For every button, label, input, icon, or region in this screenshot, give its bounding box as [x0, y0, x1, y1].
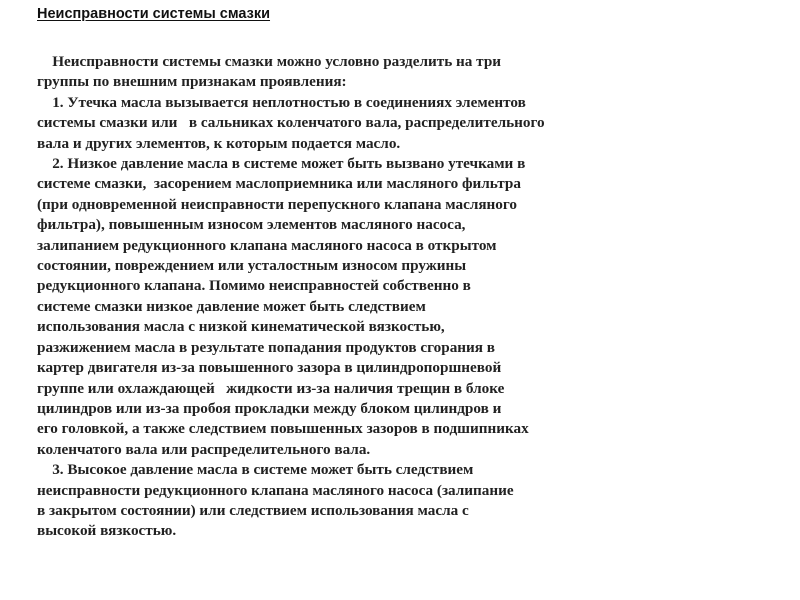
text-line: группе или охлаждающей жидкости из-за наличия трещин в блоке — [37, 379, 505, 397]
text-line: редукционного клапана. Помимо неисправностей собственно в — [37, 277, 471, 295]
text-line: 3. Высокое давление масла в системе может быть следствием — [37, 461, 474, 479]
page-title: Неисправности системы смазки — [37, 6, 271, 22]
text-line: системе смазки, засорением маслоприемника или масляного фильтра — [37, 175, 521, 193]
text-line: системы смазки или в сальниках коленчатого вала, распределительного — [37, 114, 545, 132]
text-line: фильтра), повышенным износом элементов масляного насоса, — [37, 216, 466, 234]
text-line: группы по внешним признакам проявления: — [37, 73, 347, 91]
text-line: Неисправности системы смазки можно условно разделить на три — [37, 53, 502, 70]
text-line: высокой вязкостью. — [37, 522, 177, 540]
text-line: использования масла с низкой кинематической вязкостью, — [37, 318, 445, 336]
text-line: (при одновременной неисправности перепускного клапана масляного — [37, 195, 518, 213]
text-line: цилиндров или из-за пробоя прокладки между блоком цилиндров и — [37, 399, 502, 417]
text-line: неисправности редукционного клапана масляного насоса (залипание — [37, 481, 514, 499]
text-line: 2. Низкое давление масла в системе может быть вызвано утечками в — [37, 155, 526, 173]
body-text — [37, 52, 777, 542]
text-line: состоянии, повреждением или усталостным износом пружины — [37, 257, 467, 275]
text-line: его головкой, а также следствием повышенных зазоров в подшипниках — [37, 420, 529, 438]
text-line: разжижением масла в результате попадания продуктов сгорания в — [37, 338, 496, 356]
text-line: в закрытом состоянии) или следствием использования масла с — [37, 501, 469, 519]
text-line: системе смазки низкое давление может быть следствием — [37, 297, 426, 315]
text-line: 1. Утечка масла вызывается неплотностью в соединениях элементов — [37, 93, 526, 111]
text-line: коленчатого вала или распределительного вала. — [37, 440, 371, 458]
text-line: вала и других элементов, к которым подается масло. — [37, 134, 401, 152]
text-line: залипанием редукционного клапана масляного насоса в открытом — [37, 236, 497, 254]
text-line: картер двигателя из-за повышенного зазора в цилиндропоршневой — [37, 359, 502, 377]
